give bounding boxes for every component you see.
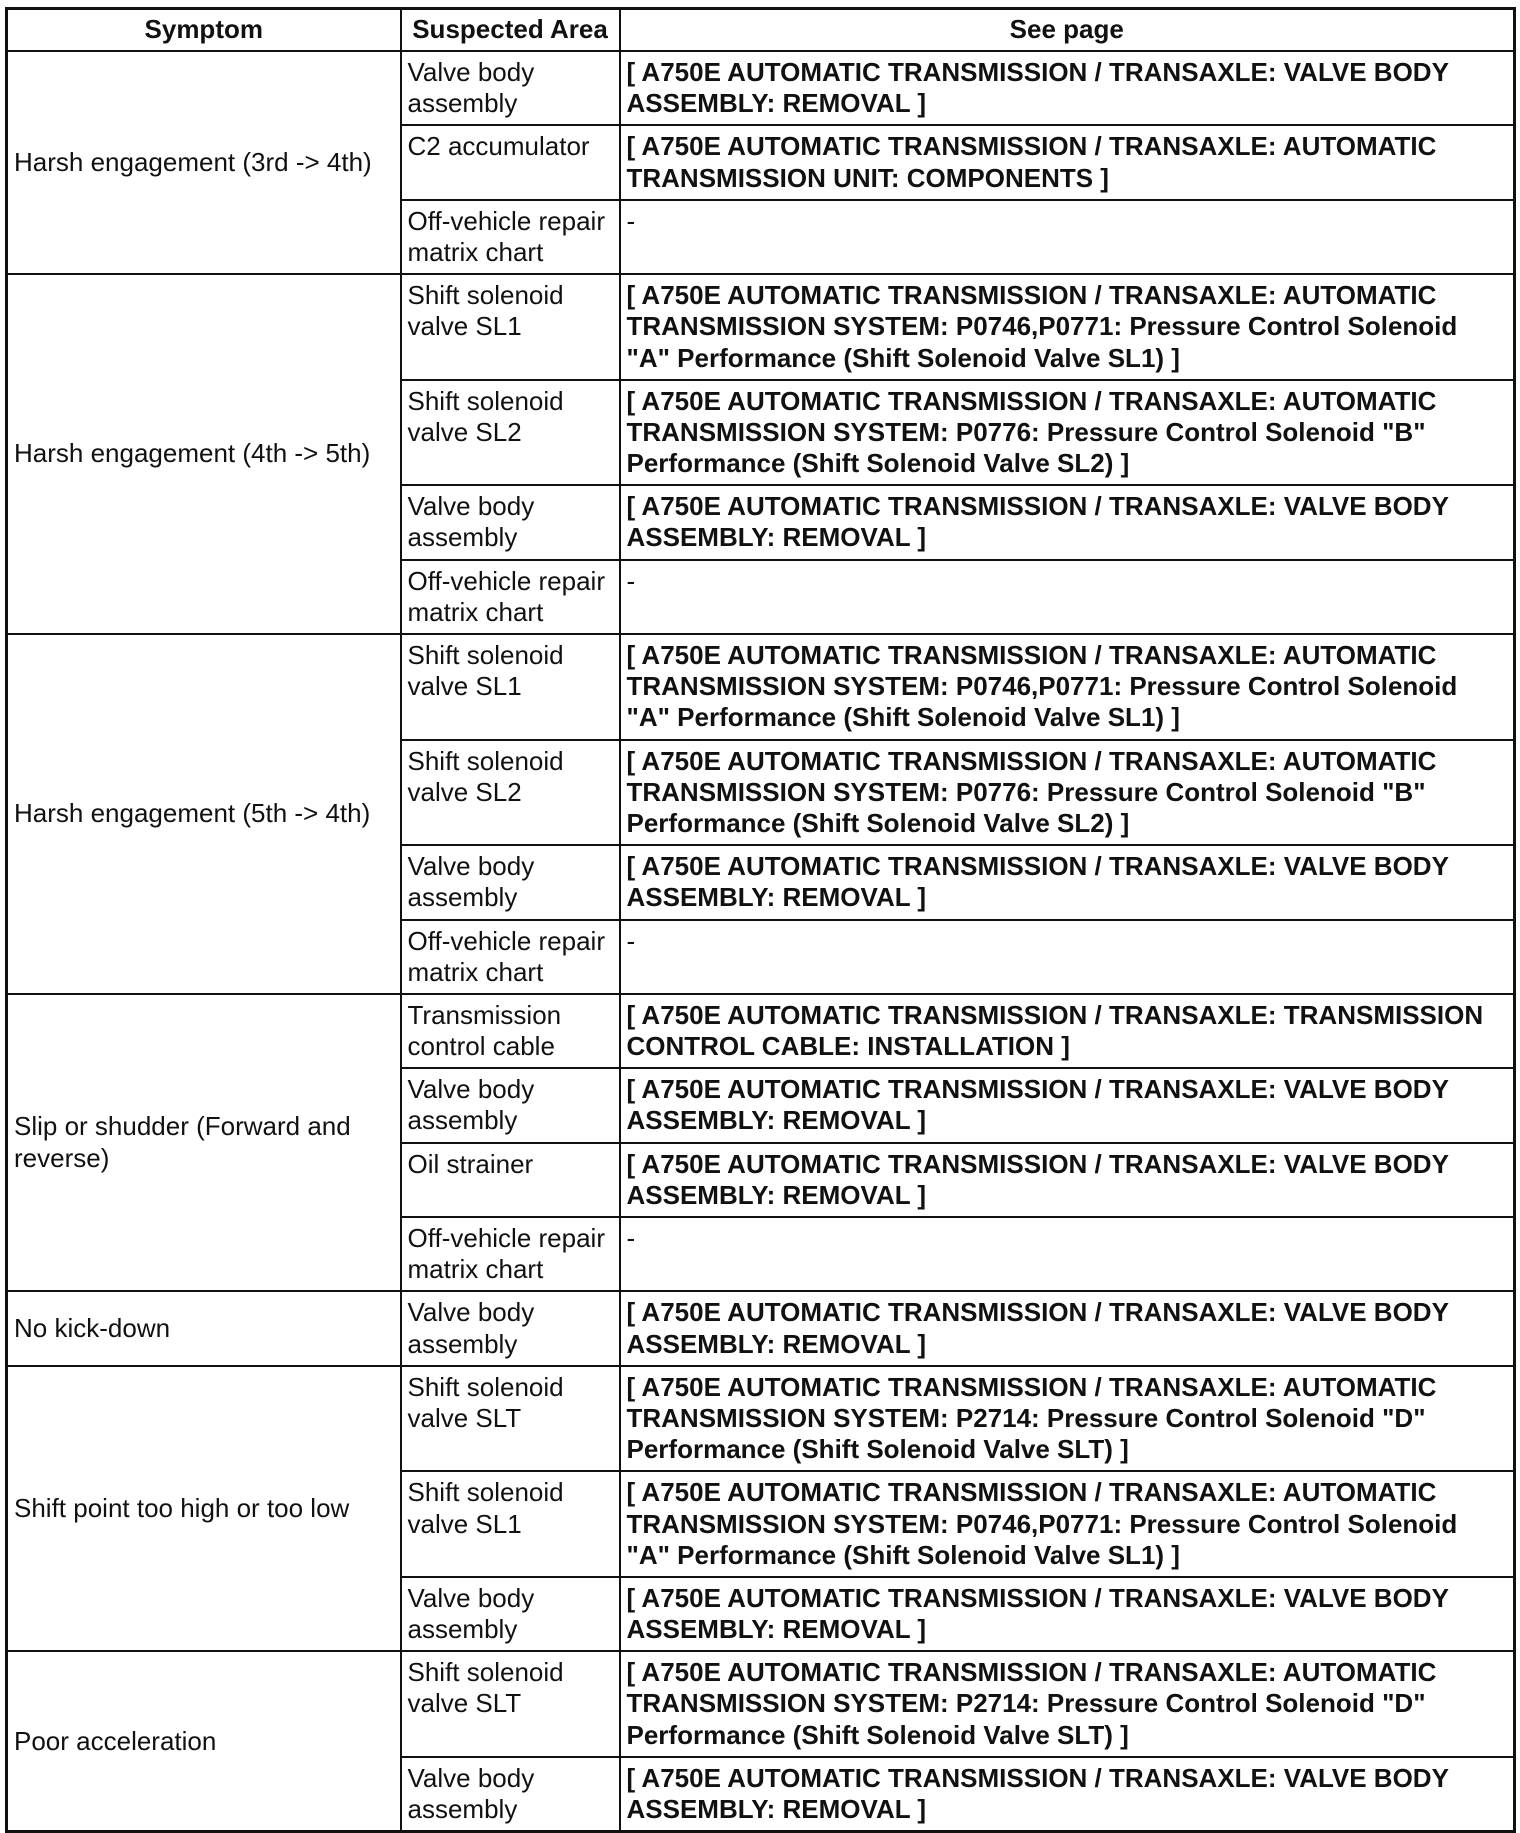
suspected-area-cell: Off-vehicle repair matrix chart: [401, 200, 620, 274]
suspected-area-cell: Shift solenoid valve SL2: [401, 380, 620, 486]
suspected-area-cell: Shift solenoid valve SL2: [401, 740, 620, 846]
see-page-link[interactable]: [ A750E AUTOMATIC TRANSMISSION / TRANSAXLE: VALVE BODY ASSEMBLY: REMOVAL ]: [620, 1068, 1515, 1142]
header-row: [7, 9, 1515, 52]
see-page-link[interactable]: [ A750E AUTOMATIC TRANSMISSION / TRANSAXLE: VALVE BODY ASSEMBLY: REMOVAL ]: [620, 1577, 1515, 1651]
table-row: [7, 634, 1515, 740]
suspected-area-cell: Valve body assembly: [401, 1068, 620, 1142]
suspected-area-cell: Off-vehicle repair matrix chart: [401, 920, 620, 994]
suspected-area-cell: Valve body assembly: [401, 1757, 620, 1832]
suspected-area-cell: Shift solenoid valve SLT: [401, 1651, 620, 1757]
table-row: [7, 1651, 1515, 1757]
see-page-link[interactable]: [ A750E AUTOMATIC TRANSMISSION / TRANSAXLE: VALVE BODY ASSEMBLY: REMOVAL ]: [620, 51, 1515, 125]
header-suspected-area: Suspected Area: [401, 9, 620, 52]
table-row: [7, 1366, 1515, 1472]
table-row: [7, 994, 1515, 1068]
suspected-area-cell: Valve body assembly: [401, 1291, 620, 1365]
suspected-area-cell: Oil strainer: [401, 1143, 620, 1217]
see-page-link[interactable]: [ A750E AUTOMATIC TRANSMISSION / TRANSAXLE: AUTOMATIC TRANSMISSION SYSTEM: P0746,P0771: Pressure Control Solenoid "A" Performance (Shift Solenoid Valve SL1) ]: [620, 1471, 1515, 1577]
see-page-link[interactable]: [ A750E AUTOMATIC TRANSMISSION / TRANSAXLE: VALVE BODY ASSEMBLY: REMOVAL ]: [620, 485, 1515, 559]
symptom-table: [5, 7, 1516, 1833]
see-page-link[interactable]: [ A750E AUTOMATIC TRANSMISSION / TRANSAXLE: VALVE BODY ASSEMBLY: REMOVAL ]: [620, 1291, 1515, 1365]
suspected-area-cell: Shift solenoid valve SLT: [401, 1366, 620, 1472]
suspected-area-cell: Valve body assembly: [401, 1577, 620, 1651]
symptom-cell: No kick-down: [7, 1291, 401, 1365]
suspected-area-cell: Shift solenoid valve SL1: [401, 1471, 620, 1577]
table-row: [7, 51, 1515, 125]
suspected-area-cell: Off-vehicle repair matrix chart: [401, 560, 620, 634]
header-see-page: See page: [620, 9, 1515, 52]
see-page-link[interactable]: [ A750E AUTOMATIC TRANSMISSION / TRANSAXLE: AUTOMATIC TRANSMISSION SYSTEM: P0776: Pressure Control Solenoid "B" Performance (Shift Solenoid Valve SL2) ]: [620, 740, 1515, 846]
see-page-link: -: [620, 560, 1515, 634]
suspected-area-cell: Shift solenoid valve SL1: [401, 274, 620, 380]
table-row: [7, 1291, 1515, 1365]
suspected-area-cell: Valve body assembly: [401, 845, 620, 919]
suspected-area-cell: Valve body assembly: [401, 485, 620, 559]
header-symptom: Symptom: [7, 9, 401, 52]
symptom-cell: Shift point too high or too low: [7, 1366, 401, 1652]
see-page-link: -: [620, 920, 1515, 994]
symptom-cell: Poor acceleration: [7, 1651, 401, 1831]
see-page-link[interactable]: [ A750E AUTOMATIC TRANSMISSION / TRANSAXLE: AUTOMATIC TRANSMISSION SYSTEM: P0776: Pressure Control Solenoid "B" Performance (Shift Solenoid Valve SL2) ]: [620, 380, 1515, 486]
see-page-link[interactable]: [ A750E AUTOMATIC TRANSMISSION / TRANSAXLE: AUTOMATIC TRANSMISSION SYSTEM: P0746,P0771: Pressure Control Solenoid "A" Performance (Shift Solenoid Valve SL1) ]: [620, 634, 1515, 740]
symptom-cell: Harsh engagement (5th -> 4th): [7, 634, 401, 994]
see-page-link[interactable]: [ A750E AUTOMATIC TRANSMISSION / TRANSAXLE: AUTOMATIC TRANSMISSION SYSTEM: P0746,P0771: Pressure Control Solenoid "A" Performance (Shift Solenoid Valve SL1) ]: [620, 274, 1515, 380]
symptom-cell: Harsh engagement (3rd -> 4th): [7, 51, 401, 274]
see-page-link[interactable]: [ A750E AUTOMATIC TRANSMISSION / TRANSAXLE: VALVE BODY ASSEMBLY: REMOVAL ]: [620, 1757, 1515, 1832]
suspected-area-cell: Valve body assembly: [401, 51, 620, 125]
suspected-area-cell: Off-vehicle repair matrix chart: [401, 1217, 620, 1291]
suspected-area-cell: Transmission control cable: [401, 994, 620, 1068]
suspected-area-cell: Shift solenoid valve SL1: [401, 634, 620, 740]
see-page-link: -: [620, 200, 1515, 274]
see-page-link[interactable]: [ A750E AUTOMATIC TRANSMISSION / TRANSAXLE: AUTOMATIC TRANSMISSION SYSTEM: P2714: Pressure Control Solenoid "D" Performance (Shift Solenoid Valve SLT) ]: [620, 1366, 1515, 1472]
see-page-link: -: [620, 1217, 1515, 1291]
see-page-link[interactable]: [ A750E AUTOMATIC TRANSMISSION / TRANSAXLE: AUTOMATIC TRANSMISSION UNIT: COMPONENTS ]: [620, 125, 1515, 199]
table-row: [7, 274, 1515, 380]
see-page-link[interactable]: [ A750E AUTOMATIC TRANSMISSION / TRANSAXLE: AUTOMATIC TRANSMISSION SYSTEM: P2714: Pressure Control Solenoid "D" Performance (Shift Solenoid Valve SLT) ]: [620, 1651, 1515, 1757]
symptom-cell: Harsh engagement (4th -> 5th): [7, 274, 401, 634]
see-page-link[interactable]: [ A750E AUTOMATIC TRANSMISSION / TRANSAXLE: VALVE BODY ASSEMBLY: REMOVAL ]: [620, 845, 1515, 919]
see-page-link[interactable]: [ A750E AUTOMATIC TRANSMISSION / TRANSAXLE: TRANSMISSION CONTROL CABLE: INSTALLATION ]: [620, 994, 1515, 1068]
suspected-area-cell: C2 accumulator: [401, 125, 620, 199]
table-body: [7, 51, 1515, 1832]
symptom-cell: Slip or shudder (Forward and reverse): [7, 994, 401, 1292]
see-page-link[interactable]: [ A750E AUTOMATIC TRANSMISSION / TRANSAXLE: VALVE BODY ASSEMBLY: REMOVAL ]: [620, 1143, 1515, 1217]
